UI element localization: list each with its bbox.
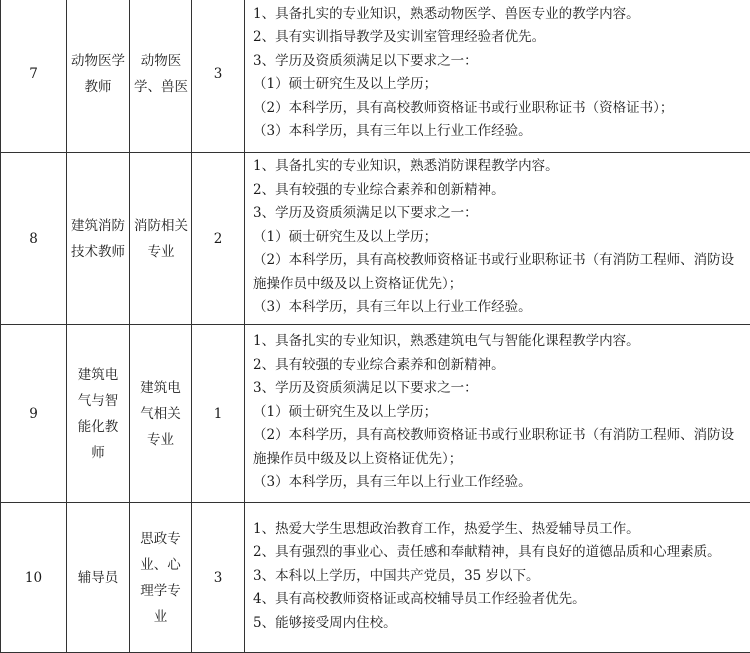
row-number: 8 [1, 153, 67, 325]
major-requirement: 思政专业、心理学专业 [130, 503, 192, 653]
requirement-line: 3、学历及资质须满足以下要求之一： [253, 50, 742, 74]
row-number: 7 [1, 0, 67, 153]
position-name: 辅导员 [67, 503, 130, 653]
requirements-cell [245, 325, 750, 503]
hiring-count: 3 [192, 503, 245, 653]
position-name: 建筑消防技术教师 [67, 153, 130, 325]
requirement-line: 1、具备扎实的专业知识，熟悉建筑电气与智能化课程教学内容。 [253, 330, 742, 354]
requirements-cell [245, 503, 750, 653]
requirement-line: （1）硕士研究生及以上学历； [253, 226, 742, 250]
table-row [1, 0, 750, 153]
requirement-line: （3）本科学历，具有三年以上行业工作经验。 [253, 471, 742, 495]
requirement-line: 1、热爱大学生思想政治教育工作，热爱学生、热爱辅导员工作。 [253, 518, 742, 542]
table-row [1, 153, 750, 325]
requirement-line: （1）硕士研究生及以上学历； [253, 73, 742, 97]
requirement-line: 2、具有强烈的事业心、责任感和奉献精神，具有良好的道德品质和心理素质。 [253, 541, 742, 565]
requirements-cell [245, 0, 750, 153]
position-name: 建筑电气与智能化教师 [67, 325, 130, 503]
position-name: 动物医学教师 [67, 0, 130, 153]
requirement-line: （3）本科学历，具有三年以上行业工作经验。 [253, 120, 742, 144]
requirement-line: 2、具有较强的专业综合素养和创新精神。 [253, 354, 742, 378]
requirement-line: 1、具备扎实的专业知识，熟悉消防课程教学内容。 [253, 155, 742, 179]
requirements-cell [245, 153, 750, 325]
requirement-line: 2、具有较强的专业综合素养和创新精神。 [253, 179, 742, 203]
requirement-line: （3）本科学历，具有三年以上行业工作经验。 [253, 296, 742, 320]
row-number: 10 [1, 503, 67, 653]
major-requirement: 建筑电气相关专业 [130, 325, 192, 503]
requirement-line: （2）本科学历，具有高校教师资格证书或行业职称证书（资格证书）； [253, 97, 742, 121]
hiring-count: 1 [192, 325, 245, 503]
requirement-line: （1）硕士研究生及以上学历； [253, 401, 742, 425]
requirement-line: 5、能够接受周内住校。 [253, 612, 742, 636]
table-row [1, 325, 750, 503]
major-requirement: 动物医学、兽医 [130, 0, 192, 153]
table-row [1, 503, 750, 653]
requirement-line: 3、本科以上学历，中国共产党员，35 岁以下。 [253, 565, 742, 589]
row-number: 9 [1, 325, 67, 503]
major-requirement: 消防相关专业 [130, 153, 192, 325]
requirement-line: 2、具有实训指导教学及实训室管理经验者优先。 [253, 26, 742, 50]
hiring-count: 2 [192, 153, 245, 325]
requirement-line: 4、具有高校教师资格证或高校辅导员工作经验者优先。 [253, 588, 742, 612]
requirement-line: 1、具备扎实的专业知识，熟悉动物医学、兽医专业的教学内容。 [253, 3, 742, 27]
requirement-line: （2）本科学历，具有高校教师资格证书或行业职称证书（有消防工程师、消防设施操作员中级及以上资格证优先）； [253, 424, 742, 471]
requirement-line: 3、学历及资质须满足以下要求之一： [253, 377, 742, 401]
hiring-count: 3 [192, 0, 245, 153]
requirement-line: 3、学历及资质须满足以下要求之一： [253, 202, 742, 226]
requirement-line: （2）本科学历，具有高校教师资格证书或行业职称证书（有消防工程师、消防设施操作员中级及以上资格证优先）； [253, 249, 742, 296]
